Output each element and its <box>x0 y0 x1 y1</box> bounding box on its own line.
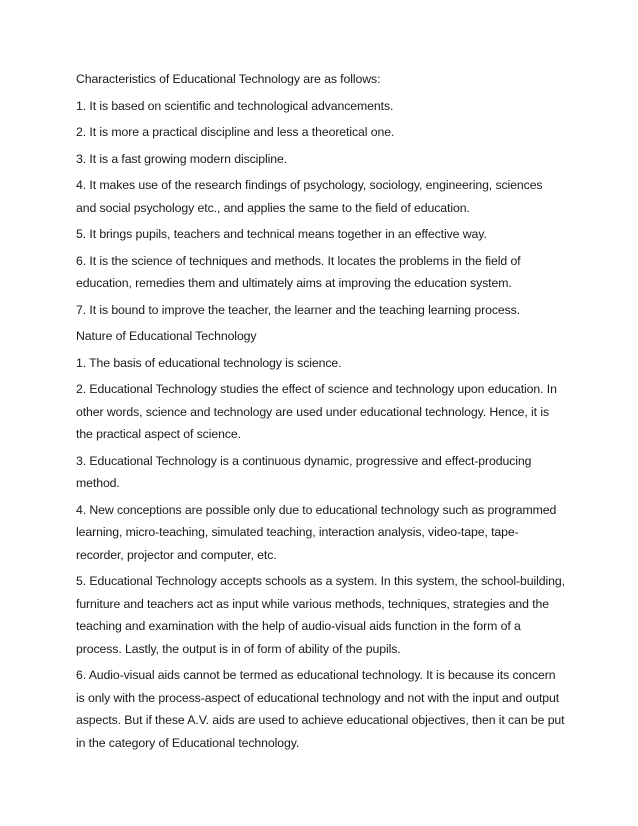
nature-item-3: 3. Educational Technology is a continuous dynamic, progressive and effect-producing method. <box>76 453 532 490</box>
characteristic-item-7: 7. It is bound to improve the teacher, the learner and the teaching learning process. <box>76 302 521 317</box>
nature-item-5: 5. Educational Technology accepts schools as a system. In this system, the school-building, furniture and teachers act as input while various methods, techniques, strategies and the teaching and examination with the help of audio-visual aids function in the form of a process. Lastly, the output is in of form of ability of the pupils. <box>76 574 565 656</box>
nature-item-4: 4. New conceptions are possible only due to educational technology such as programmed learning, micro-teaching, simulated teaching, interaction analysis, video-tape, tape-recorder, projector and computer, etc. <box>76 502 557 562</box>
characteristic-item-6: 6. It is the science of techniques and methods. It locates the problems in the field of education, remedies them and ultimately aims at improving the education system. <box>76 253 521 290</box>
characteristic-item-3: 3. It is a fast growing modern discipline. <box>76 151 288 166</box>
characteristic-item-5: 5. It brings pupils, teachers and technical means together in an effective way. <box>76 227 487 241</box>
nature-item-1: 1. The basis of educational technology is science. <box>76 355 342 370</box>
characteristic-item-4: 4. It makes use of the research findings of psychology, sociology, engineering, sciences and social psychology etc., and applies the same to the field of education. <box>76 178 543 215</box>
characteristic-item-1: 1. It is based on scientific and technological advancements. <box>76 98 394 113</box>
section-heading-characteristics: Characteristics of Educational Technology are as follows: <box>76 72 381 86</box>
nature-item-2: 2. Educational Technology studies the effect of science and technology upon education. In other words, science and technology are used under educational technology. Hence, it is the practical aspect of science. <box>76 382 557 441</box>
section-heading-nature: Nature of Educational Technology <box>76 329 257 343</box>
characteristic-item-2: 2. It is more a practical discipline and less a theoretical one. <box>76 125 395 139</box>
nature-item-6: 6. Audio-visual aids cannot be termed as educational technology. It is because its concern is only with the process-aspect of educational technology and not with the input and output aspects. But if these A.V. aids are used to achieve educational objectives, then it can be put in the category of Educational technology. <box>76 668 565 750</box>
document-page <box>76 68 566 758</box>
